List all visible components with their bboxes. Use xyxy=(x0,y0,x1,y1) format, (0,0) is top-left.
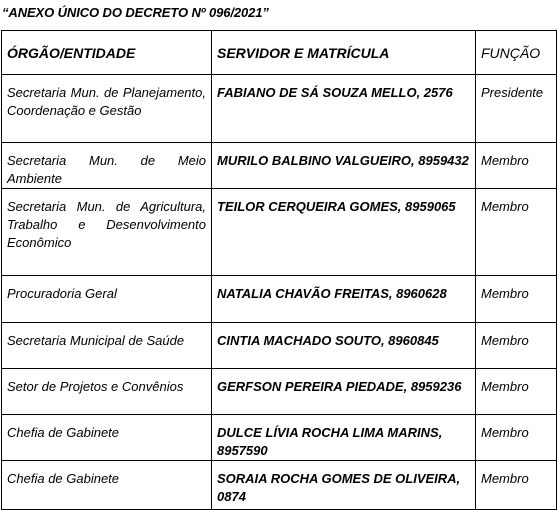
cell-funcao: Membro xyxy=(476,276,557,323)
cell-orgao: Chefia de Gabinete xyxy=(2,415,212,461)
cell-orgao: Secretaria Mun. de Planejamento, Coordenação e Gestão xyxy=(2,75,212,143)
table-row xyxy=(2,276,557,323)
cell-servidor: SORAIA ROCHA GOMES DE OLIVEIRA, 0874 xyxy=(212,461,476,510)
cell-orgao: Procuradoria Geral xyxy=(2,276,212,323)
cell-servidor: TEILOR CERQUEIRA GOMES, 8959065 xyxy=(212,189,476,276)
cell-servidor: FABIANO DE SÁ SOUZA MELLO, 2576 xyxy=(212,75,476,143)
header-servidor: SERVIDOR E MATRÍCULA xyxy=(212,31,476,75)
cell-funcao: Presidente xyxy=(476,75,557,143)
cell-funcao: Membro xyxy=(476,189,557,276)
table-row xyxy=(2,461,557,510)
cell-orgao: Setor de Projetos e Convênios xyxy=(2,369,212,415)
table-row xyxy=(2,75,557,143)
cell-funcao: Membro xyxy=(476,323,557,369)
cell-funcao: Membro xyxy=(476,369,557,415)
table-header-row xyxy=(2,31,557,75)
cell-orgao: Secretaria Mun. de Meio Ambiente xyxy=(2,143,212,189)
cell-funcao: Membro xyxy=(476,143,557,189)
cell-funcao: Membro xyxy=(476,415,557,461)
cell-servidor: GERFSON PEREIRA PIEDADE, 8959236 xyxy=(212,369,476,415)
cell-servidor: DULCE LÍVIA ROCHA LIMA MARINS, 8957590 xyxy=(212,415,476,461)
table-row xyxy=(2,415,557,461)
cell-servidor: CINTIA MACHADO SOUTO, 8960845 xyxy=(212,323,476,369)
cell-servidor: NATALIA CHAVÃO FREITAS, 8960628 xyxy=(212,276,476,323)
table-row xyxy=(2,189,557,276)
document-title: “ANEXO ÚNICO DO DECRETO Nº 096/2021” xyxy=(2,5,269,20)
cell-servidor: MURILO BALBINO VALGUEIRO, 8959432 xyxy=(212,143,476,189)
cell-orgao: Chefia de Gabinete xyxy=(2,461,212,510)
annex-table xyxy=(1,30,557,510)
table-row xyxy=(2,143,557,189)
table-row xyxy=(2,323,557,369)
header-funcao: FUNÇÃO xyxy=(476,31,557,75)
header-orgao: ÓRGÃO/ENTIDADE xyxy=(2,31,212,75)
cell-orgao: Secretaria Municipal de Saúde xyxy=(2,323,212,369)
table-row xyxy=(2,369,557,415)
cell-orgao: Secretaria Mun. de Agricultura, Trabalho e Desenvolvimento Econômico xyxy=(2,189,212,276)
cell-funcao: Membro xyxy=(476,461,557,510)
